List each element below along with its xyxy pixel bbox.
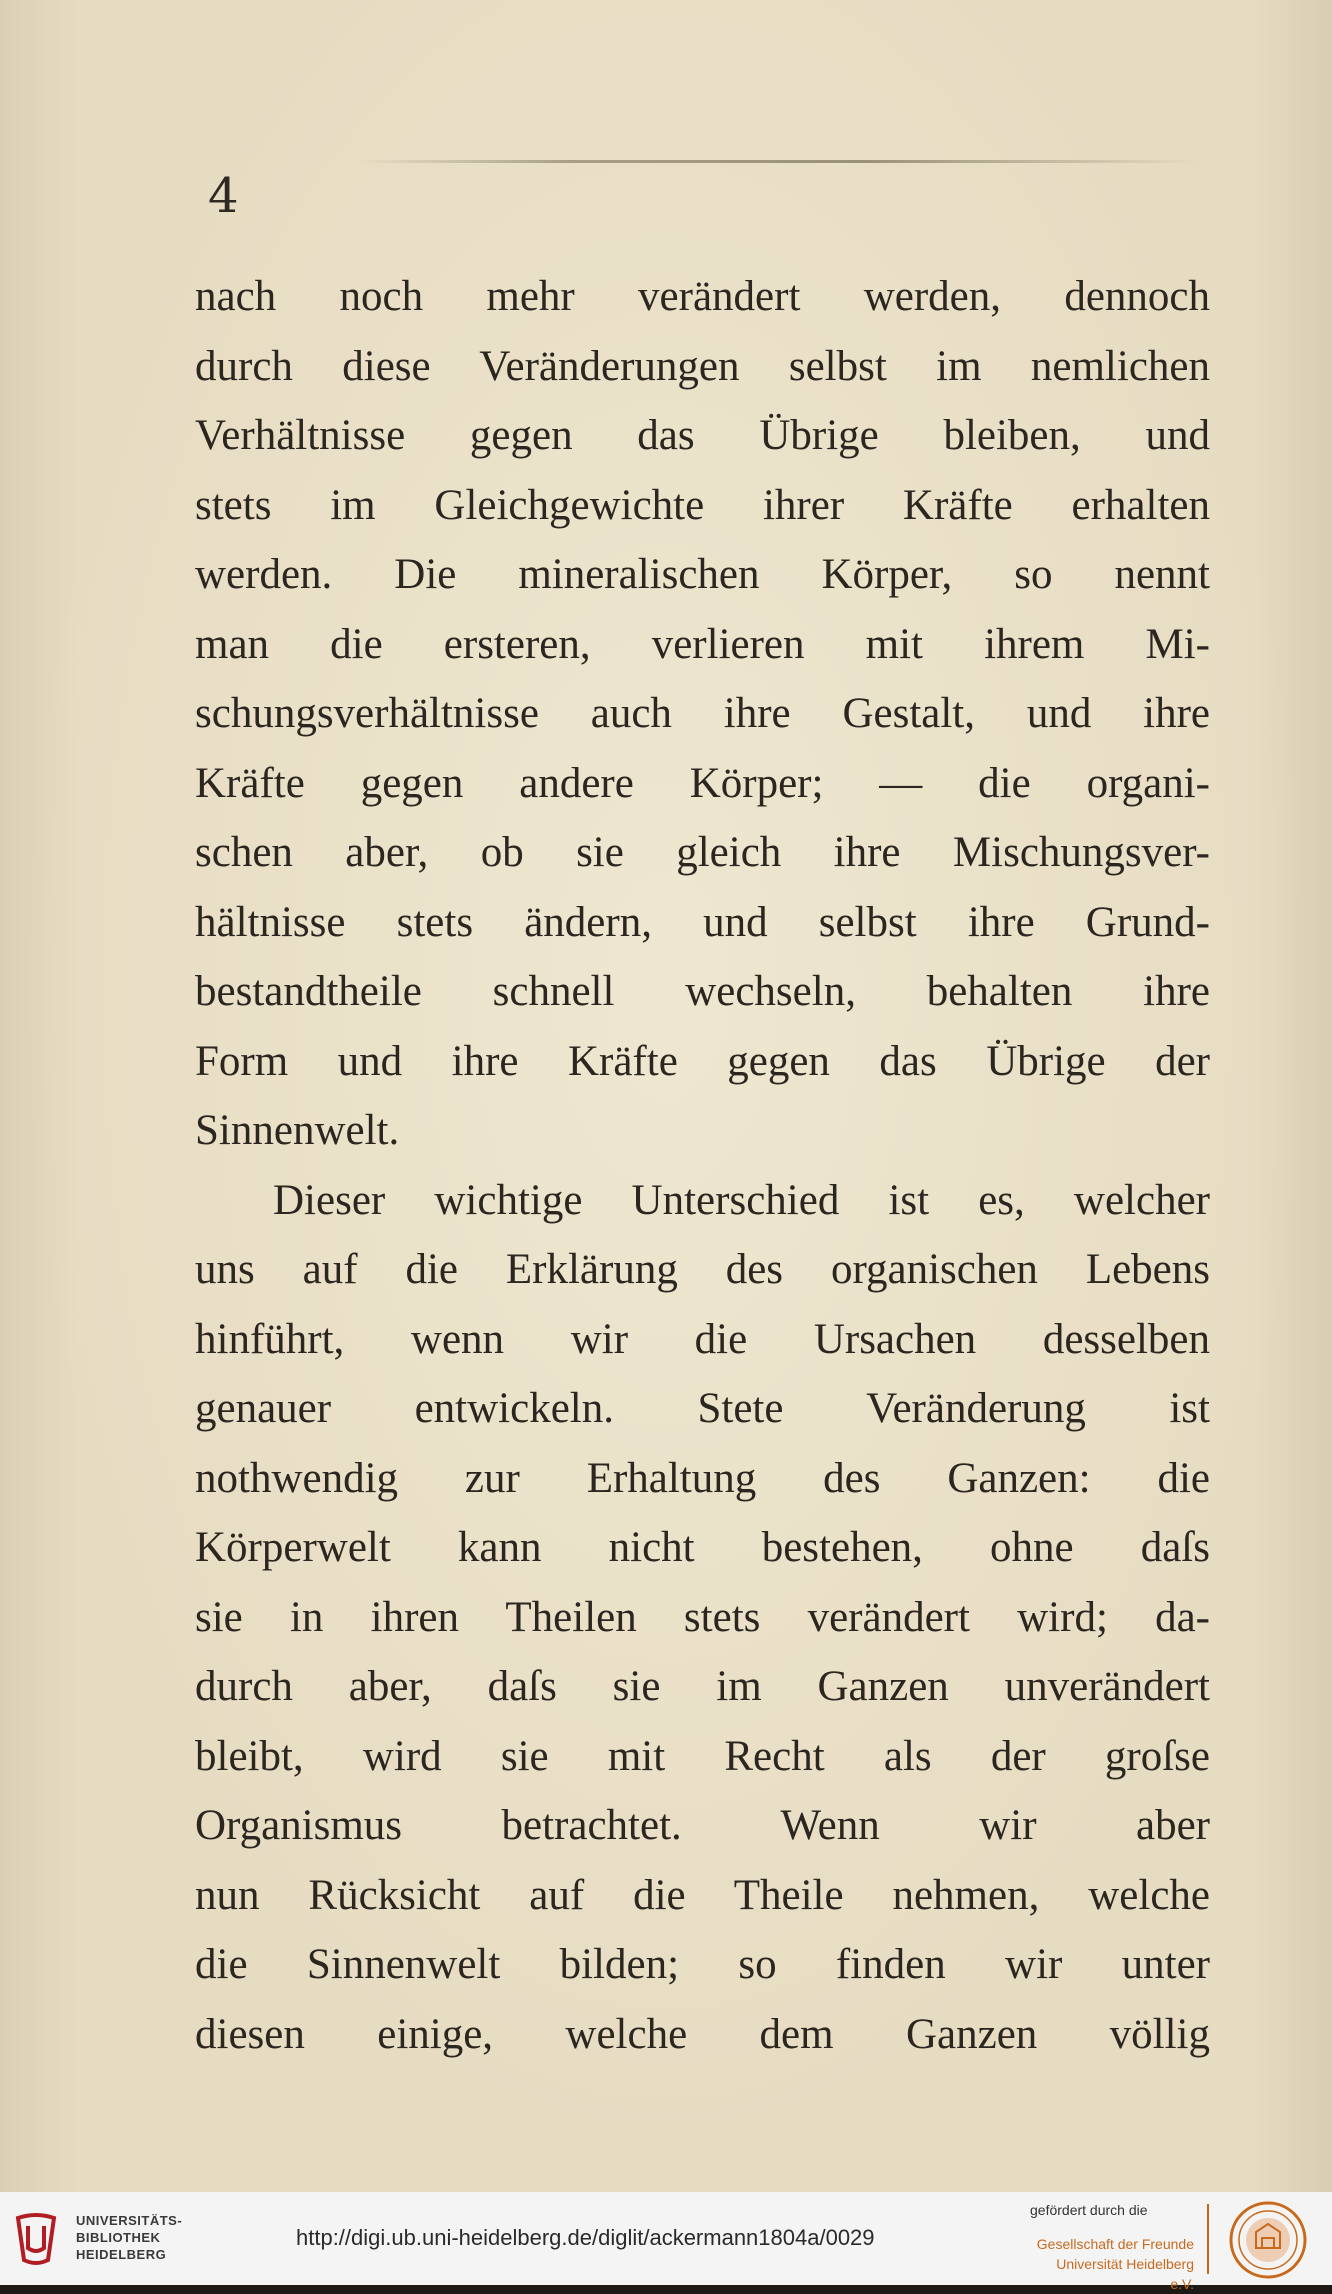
- header-rule: [360, 160, 1200, 163]
- sponsor-name-line: Gesellschaft der Freunde: [1036, 2236, 1194, 2252]
- text-line: bestandtheile schnell wechseln, behalten ihre: [195, 968, 1210, 1015]
- library-name-line: UNIVERSITÄTS-: [76, 2213, 183, 2228]
- text-line: durch diese Veränderungen selbst im nemlichen: [195, 342, 1210, 390]
- library-name: [76, 2212, 182, 2263]
- text-line: nach noch mehr verändert werden, dennoch: [195, 273, 1210, 320]
- footer-divider: [1207, 2204, 1209, 2274]
- text-line: Dieser wichtige Unterschied ist es, welcher: [273, 1176, 1210, 1224]
- text-line: diesen einige, welche dem Ganzen völlig: [195, 2010, 1210, 2058]
- text-line: nothwendig zur Erhaltung des Ganzen: die: [195, 1454, 1210, 1502]
- university-seal-icon: [1228, 2200, 1308, 2280]
- text-line: Organismus betrachtet. Wenn wir aber: [195, 1802, 1210, 1849]
- text-line: man die ersteren, verlieren mit ihrem Mi-: [195, 620, 1210, 668]
- text-line: werden. Die mineralischen Körper, so nennt: [195, 551, 1210, 598]
- text-line: hältnisse stets ändern, und selbst ihre Grund-: [195, 898, 1210, 946]
- library-name-line: HEIDELBERG: [76, 2247, 167, 2262]
- text-line: durch aber, daſs sie im Ganzen unverändert: [195, 1663, 1210, 1710]
- text-line: schen aber, ob sie gleich ihre Mischungsver-: [195, 829, 1210, 876]
- page-number: 4: [208, 168, 239, 224]
- text-line: Sinnenwelt.: [195, 1107, 400, 1154]
- library-name-line: BIBLIOTHEK: [76, 2230, 161, 2245]
- text-line: uns auf die Erklärung des organischen Lebens: [195, 1246, 1210, 1293]
- text-line: schungsverhältnisse auch ihre Gestalt, und ihre: [195, 690, 1210, 737]
- footer-bar: [0, 2192, 1332, 2292]
- body-text: [195, 262, 1210, 2069]
- sponsor-label: gefördert durch die: [1030, 2202, 1148, 2218]
- text-line: Form und ihre Kräfte gegen das Übrige der: [195, 1037, 1210, 1085]
- text-line: die Sinnenwelt bilden; so finden wir unter: [195, 1941, 1210, 1988]
- library-logo-icon: [14, 2210, 58, 2268]
- text-line: Körperwelt kann nicht bestehen, ohne daſs: [195, 1524, 1210, 1571]
- text-line: bleibt, wird sie mit Recht als der groſse: [195, 1732, 1210, 1780]
- text-line: nun Rücksicht auf die Theile nehmen, welche: [195, 1871, 1210, 1919]
- sponsor-name-line: Universität Heidelberg e.V.: [1056, 2256, 1194, 2292]
- text-line: sie in ihren Theilen stets verändert wird; da-: [195, 1593, 1210, 1641]
- text-line: hinführt, wenn wir die Ursachen desselben: [195, 1315, 1210, 1363]
- permalink-url[interactable]: http://digi.ub.uni-heidelberg.de/diglit/ackermann1804a/0029: [296, 2225, 875, 2250]
- text-line: Verhältnisse gegen das Übrige bleiben, und: [195, 412, 1210, 459]
- text-line: Kräfte gegen andere Körper; — die organi-: [195, 759, 1210, 807]
- text-line: genauer entwickeln. Stete Veränderung ist: [195, 1385, 1210, 1432]
- text-line: stets im Gleichgewichte ihrer Kräfte erhalten: [195, 481, 1210, 529]
- sponsor-name: [1034, 2234, 1194, 2294]
